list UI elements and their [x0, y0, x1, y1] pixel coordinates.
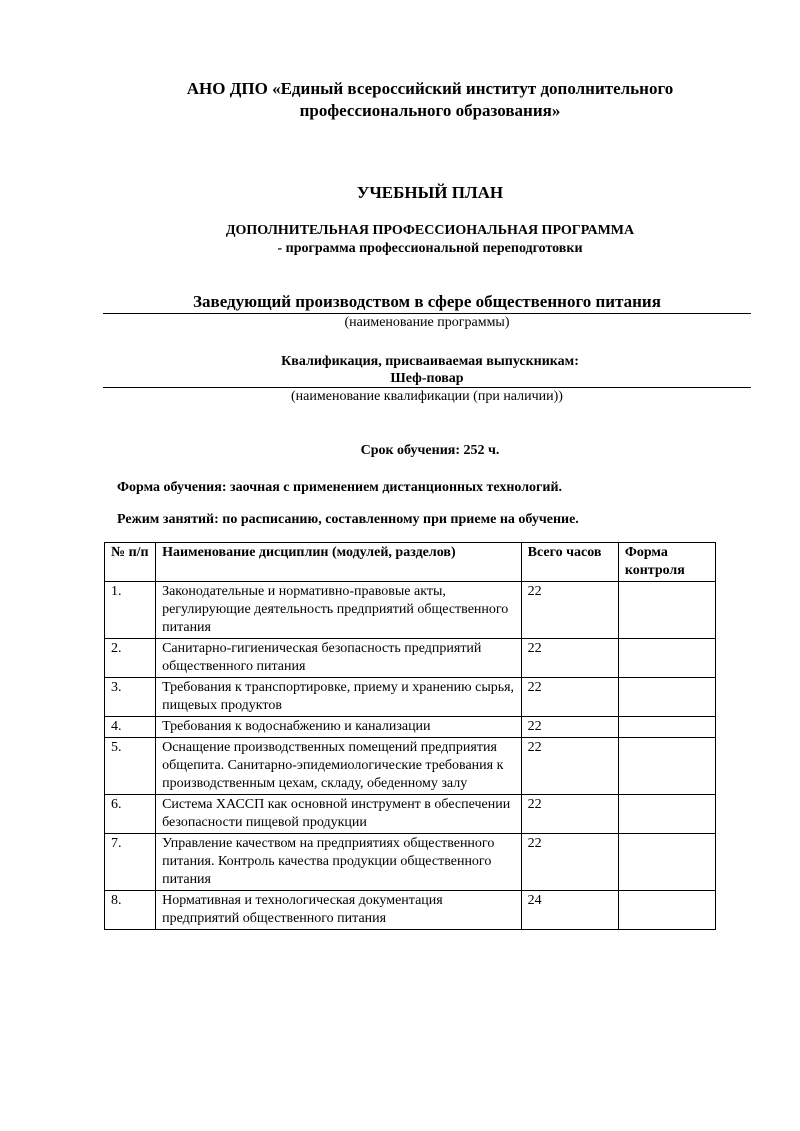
program-name-caption: (наименование программы)	[344, 315, 510, 330]
table-row	[105, 738, 716, 795]
row-hours: 22	[521, 834, 618, 891]
organization-name-line1: АНО ДПО «Единый всероссийский институт дополнительного	[186, 79, 674, 98]
table-row	[105, 639, 716, 678]
row-number: 4.	[105, 717, 156, 738]
row-discipline-name: Управление качеством на предприятиях общественного питания. Контроль качества продукции общественного питания	[156, 834, 522, 891]
qualification-caption: (наименование квалификации (при наличии))	[291, 389, 563, 404]
table-row	[105, 678, 716, 717]
row-control-form	[618, 639, 715, 678]
table-row	[105, 717, 716, 738]
row-hours: 22	[521, 639, 618, 678]
row-number: 3.	[105, 678, 156, 717]
row-discipline-name: Требования к транспортировке, приему и хранению сырья, пищевых продуктов	[156, 678, 522, 717]
table-row	[105, 891, 716, 930]
row-number: 1.	[105, 582, 156, 639]
row-hours: 22	[521, 678, 618, 717]
table-row	[105, 834, 716, 891]
row-number: 6.	[105, 795, 156, 834]
row-number: 5.	[105, 738, 156, 795]
row-discipline-name: Требования к водоснабжению и канализации	[156, 717, 522, 738]
program-type	[60, 222, 800, 258]
study-form: Форма обучения: заочная с применением дистанционных технологий.	[117, 480, 563, 495]
program-type-line1: ДОПОЛНИТЕЛЬНАЯ ПРОФЕССИОНАЛЬНАЯ ПРОГРАММА	[225, 223, 635, 238]
header-discipline-name: Наименование дисциплин (модулей, разделов)	[156, 543, 522, 582]
qualification-heading: Квалификация, присваиваемая выпускникам:	[281, 354, 579, 369]
row-number: 8.	[105, 891, 156, 930]
study-duration: Срок обучения: 252 ч.	[360, 443, 500, 458]
row-discipline-name: Санитарно-гигиеническая безопасность предприятий общественного питания	[156, 639, 522, 678]
program-type-line2: - программа профессиональной переподготовки	[277, 241, 583, 256]
row-control-form	[618, 582, 715, 639]
row-hours: 24	[521, 891, 618, 930]
plan-title: УЧЕБНЫЙ ПЛАН	[356, 183, 504, 202]
study-mode: Режим занятий: по расписанию, составленному при приеме на обучение.	[117, 512, 579, 527]
organization-name-line2: профессионального образования»	[299, 101, 561, 120]
row-control-form	[618, 795, 715, 834]
row-discipline-name: Законодательные и нормативно-правовые акты, регулирующие деятельность предприятий общественного питания	[156, 582, 522, 639]
row-control-form	[618, 738, 715, 795]
row-hours: 22	[521, 717, 618, 738]
header-total-hours: Всего часов	[521, 543, 618, 582]
row-discipline-name: Система ХАССП как основной инструмент в обеспечении безопасности пищевой продукции	[156, 795, 522, 834]
row-number: 2.	[105, 639, 156, 678]
curriculum-table	[104, 542, 716, 930]
program-name-block	[103, 291, 751, 331]
row-control-form	[618, 717, 715, 738]
qualification-name: Шеф-повар	[103, 370, 751, 388]
program-name: Заведующий производством в сфере общественного питания	[103, 291, 751, 314]
row-hours: 22	[521, 582, 618, 639]
row-control-form	[618, 834, 715, 891]
row-control-form	[618, 678, 715, 717]
row-control-form	[618, 891, 715, 930]
row-hours: 22	[521, 738, 618, 795]
table-row	[105, 795, 716, 834]
qualification-block	[103, 370, 751, 405]
row-number: 7.	[105, 834, 156, 891]
header-control-form: Форма контроля	[618, 543, 715, 582]
header-number: № п/п	[105, 543, 156, 582]
table-header-row	[105, 543, 716, 582]
row-hours: 22	[521, 795, 618, 834]
row-discipline-name: Нормативная и технологическая документация предприятий общественного питания	[156, 891, 522, 930]
table-row	[105, 582, 716, 639]
organization-name	[60, 78, 800, 122]
row-discipline-name: Оснащение производственных помещений предприятия общепита. Санитарно-эпидемиологические требования к производственным цехам, складу, обеденному залу	[156, 738, 522, 795]
